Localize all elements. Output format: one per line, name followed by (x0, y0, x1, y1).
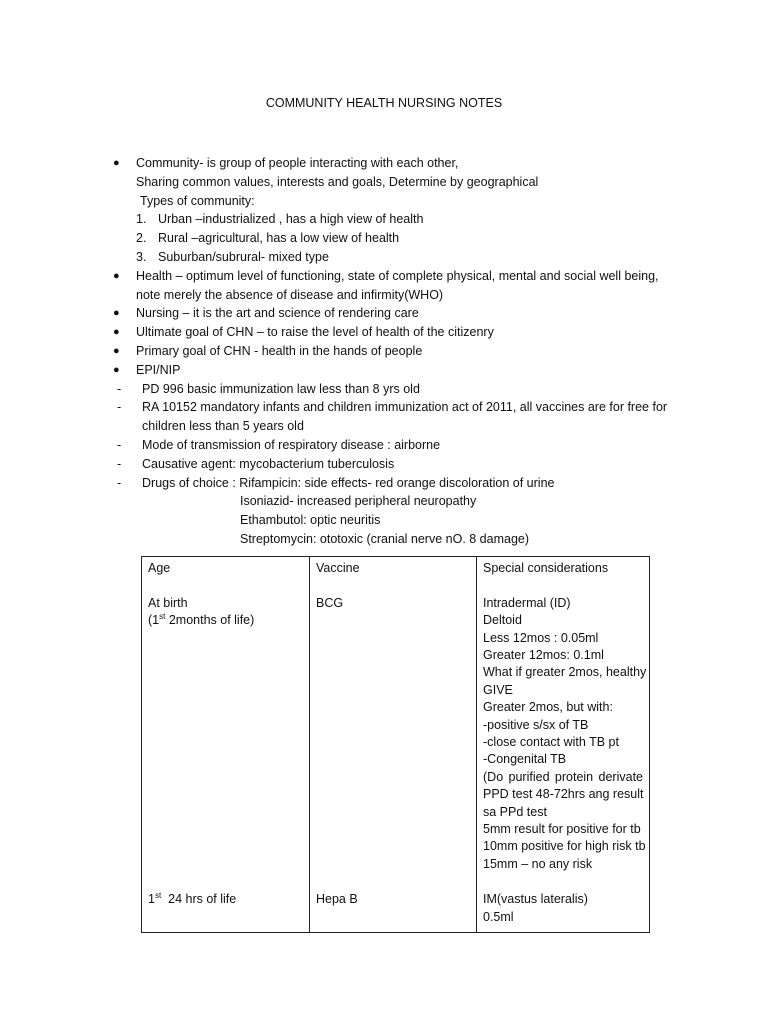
cell-text: (1st 2months of life) (148, 612, 255, 628)
dash-icon: - (117, 475, 122, 490)
table-cell (142, 889, 310, 932)
cell-text: (Do purified protein derivate (483, 769, 643, 784)
cell-text: At birth (148, 595, 188, 610)
cell-text: Greater 12mos: 0.1ml (483, 648, 604, 663)
cell-text: sa PPd test (483, 804, 547, 819)
bullet-icon: ● (113, 269, 120, 282)
list-item (0, 361, 768, 380)
cell-text: -positive s/sx of TB (483, 717, 589, 732)
dash-icon: - (117, 381, 122, 396)
page-title: COMMUNITY HEALTH NURSING NOTES (265, 96, 503, 110)
note-text: Primary goal of CHN - health in the hands of people (136, 343, 423, 358)
dash-item-continuation (0, 417, 768, 436)
table-cell (477, 557, 650, 890)
cell-text: Hepa B (316, 892, 358, 907)
numbered-item (0, 210, 768, 229)
notes-list (0, 154, 768, 549)
cell-text: IM(vastus lateralis) (483, 892, 588, 907)
cell-text: -Congenital TB (483, 752, 567, 767)
item-number: 2. (136, 231, 147, 246)
drug-line (0, 492, 768, 511)
note-text: Community- is group of people interacting with each other, (136, 156, 459, 170)
drug-line (0, 530, 768, 549)
dash-icon: - (117, 456, 122, 471)
dash-item (0, 455, 768, 474)
note-text: Nursing – it is the art and science of rendering care (136, 306, 419, 321)
cell-text: Less 12mos : 0.05ml (483, 630, 599, 645)
table-cell (310, 889, 477, 932)
note-text: Health – optimum level of functioning, state of complete physical, mental and social well being, (136, 268, 659, 283)
cell-text: 15mm – no any risk (483, 856, 593, 871)
numbered-item (0, 229, 768, 248)
note-text: Suburban/subrural- mixed type (158, 249, 329, 264)
note-text: Ultimate goal of CHN – to raise the level of health of the citizenry (136, 325, 494, 340)
table-cell (142, 557, 310, 890)
item-number: 1. (136, 212, 147, 227)
column-header: Age (148, 561, 171, 575)
list-item (0, 154, 768, 173)
dash-item (0, 436, 768, 455)
note-text: Isoniazid- increased peripheral neuropathy (240, 494, 477, 509)
drug-line (0, 511, 768, 530)
note-text: Drugs of choice : Rifampicin: side effects- red orange discoloration of urine (142, 475, 555, 490)
bullet-icon: ● (113, 326, 120, 339)
note-text: Causative agent: mycobacterium tuberculosis (142, 456, 395, 471)
numbered-item (0, 248, 768, 267)
item-number: 3. (136, 249, 147, 264)
note-text: Mode of transmission of respiratory disease : airborne (142, 437, 441, 452)
bullet-icon: ● (113, 157, 120, 169)
dash-item (0, 398, 768, 417)
cell-text: What if greater 2mos, healthy (483, 665, 647, 680)
column-header: Special considerations (483, 561, 609, 575)
note-text: Streptomycin: ototoxic (cranial nerve nO. 8 damage) (240, 531, 530, 546)
note-text: Sharing common values, interests and goals, Determine by geographical (136, 174, 539, 189)
bullet-icon: ● (113, 344, 120, 357)
table-cell (477, 889, 650, 932)
note-text: children less than 5 years old (142, 419, 304, 434)
note-text: Types of community: (140, 193, 255, 208)
table-row (142, 889, 650, 932)
list-item (0, 342, 768, 361)
note-text: Urban –industrialized , has a high view of health (158, 212, 424, 227)
note-text: PD 996 basic immunization law less than 8 yrs old (142, 381, 420, 396)
cell-text: GIVE (483, 682, 513, 697)
list-item-continuation (0, 192, 768, 211)
list-item (0, 304, 768, 323)
dash-icon: - (117, 400, 122, 415)
dash-item (0, 380, 768, 399)
cell-text: -close contact with TB pt (483, 735, 619, 750)
dash-item (0, 474, 768, 493)
note-text: Rural –agricultural, has a low view of health (158, 231, 400, 246)
note-text: RA 10152 mandatory infants and children immunization act of 2011, all vaccines are for free for (142, 400, 668, 415)
bullet-icon: ● (113, 363, 120, 376)
cell-text: Intradermal (ID) (483, 595, 571, 610)
note-text: EPI/NIP (136, 362, 181, 377)
list-item-continuation (0, 173, 768, 192)
cell-text: PPD test 48-72hrs ang result (483, 787, 644, 802)
cell-text: 5mm result for positive for tb (483, 822, 641, 837)
note-text: note merely the absence of disease and infirmity(WHO) (136, 287, 444, 302)
cell-text: BCG (316, 595, 344, 610)
column-header: Vaccine (316, 561, 360, 575)
cell-text: 10mm positive for high risk tb (483, 839, 646, 854)
note-text: Ethambutol: optic neuritis (240, 513, 381, 528)
list-item (0, 323, 768, 342)
vaccine-table (141, 556, 650, 933)
list-item (0, 267, 768, 286)
dash-icon: - (117, 437, 122, 452)
cell-text: 0.5ml (483, 909, 514, 924)
table-cell (310, 557, 477, 890)
table-row (142, 557, 650, 890)
list-item-continuation (0, 286, 768, 305)
cell-text: Deltoid (483, 613, 522, 628)
cell-text: Greater 2mos, but with: (483, 700, 613, 715)
cell-text: 1st 24 hrs of life (148, 891, 237, 907)
bullet-icon: ● (113, 307, 120, 320)
